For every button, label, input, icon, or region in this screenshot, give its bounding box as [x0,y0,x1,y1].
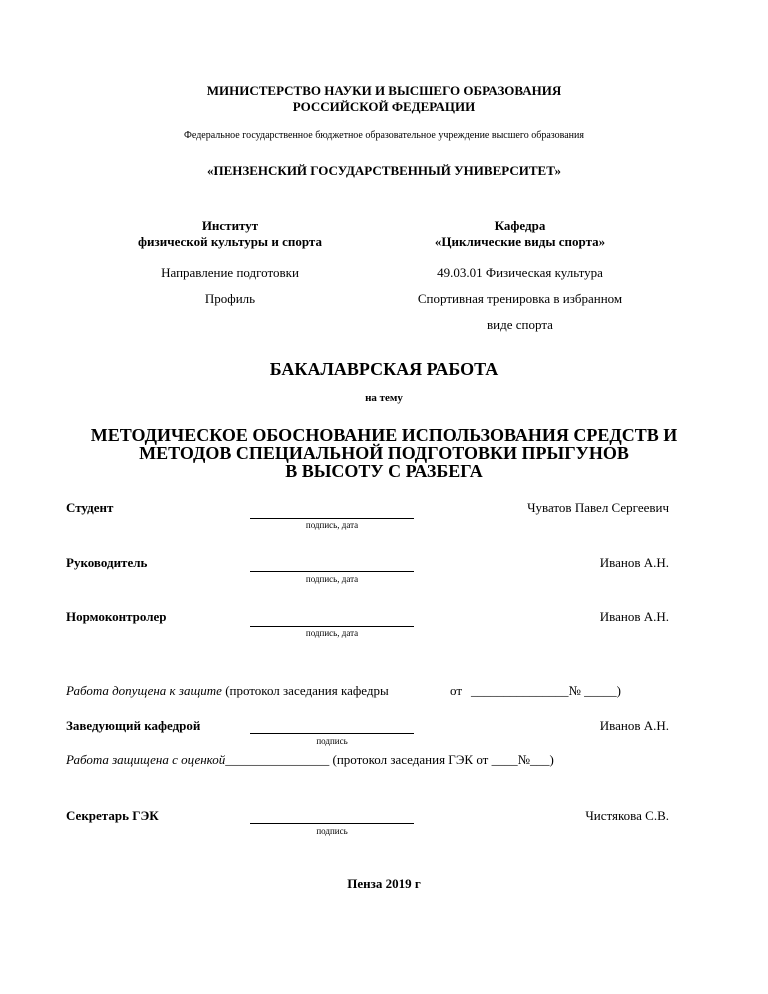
student-name: Чуватов Павел Сергеевич [527,500,669,515]
department-name: «Циклические виды спорта» [434,234,606,249]
student-signature-line [250,518,414,519]
direction-value: 49.03.01 Физическая культура [437,265,603,280]
topic-line-2: МЕТОДОВ СПЕЦИАЛЬНОЙ ПОДГОТОВКИ ПРЫГУНОВ [139,443,629,463]
head-signature-caption: подпись [316,736,348,746]
student-role: Студент [66,500,114,515]
defense-statement [66,752,554,768]
city-year: Пенза 2019 г [347,876,421,891]
ministry-line-2: РОССИЙСКОЙ ФЕДЕРАЦИИ [292,99,476,114]
institution-type: Федеральное государственное бюджетное образовательное учреждение высшего образования [184,130,584,141]
department-label: Кафедра [494,218,546,233]
institute-name: физической культуры и спорта [138,234,322,249]
institute-label: Институт [201,218,259,233]
head-name: Иванов А.Н. [599,718,669,733]
head-signature-line [250,733,414,734]
supervisor-name: Иванов А.Н. [599,555,669,570]
ministry-line-1: МИНИСТЕРСТВО НАУКИ И ВЫСШЕГО ОБРАЗОВАНИЯ [206,83,562,98]
secretary-signature-caption: подпись [316,826,348,836]
admission-statement [66,683,389,699]
profile-value-line-2: виде спорта [487,317,553,332]
university-name: «ПЕНЗЕНСКИЙ ГОСУДАРСТВЕННЫЙ УНИВЕРСИТЕТ» [206,163,562,178]
defense-italic: Работа защищена с оценкой [66,752,226,767]
work-type-title: БАКАЛАВРСКАЯ РАБОТА [269,359,499,379]
admission-blanks: _______________№ _____) [471,683,621,698]
admission-from: от [450,683,463,698]
normcontroller-signature-line [250,626,414,627]
topic-line-1: МЕТОДИЧЕСКОЕ ОБОСНОВАНИЕ ИСПОЛЬЗОВАНИЯ СРЕДСТВ И [90,425,678,445]
profile-value-line-1: Спортивная тренировка в избранном [417,291,623,306]
supervisor-signature-caption: подпись, дата [305,574,359,584]
on-topic-label: на тему [365,392,403,404]
direction-label: Направление подготовки [161,265,299,280]
topic-line-3: В ВЫСОТУ С РАЗБЕГА [285,461,483,481]
profile-label: Профиль [204,291,256,306]
student-signature-caption: подпись, дата [305,520,359,530]
head-role: Заведующий кафедрой [66,718,201,733]
supervisor-role: Руководитель [66,555,148,570]
secretary-signature-line [250,823,414,824]
normcontroller-name: Иванов А.Н. [599,609,669,624]
secretary-role: Секретарь ГЭК [66,808,159,823]
defense-protocol: ________________ (протокол заседания ГЭК от ____№___) [225,752,554,767]
secretary-name: Чистякова С.В. [585,808,669,823]
normcontroller-role: Нормоконтролер [66,609,167,624]
admission-protocol: (протокол заседания кафедры [221,683,389,698]
supervisor-signature-line [250,571,414,572]
normcontroller-signature-caption: подпись, дата [305,628,359,638]
admission-italic: Работа допущена к защите [66,683,222,698]
